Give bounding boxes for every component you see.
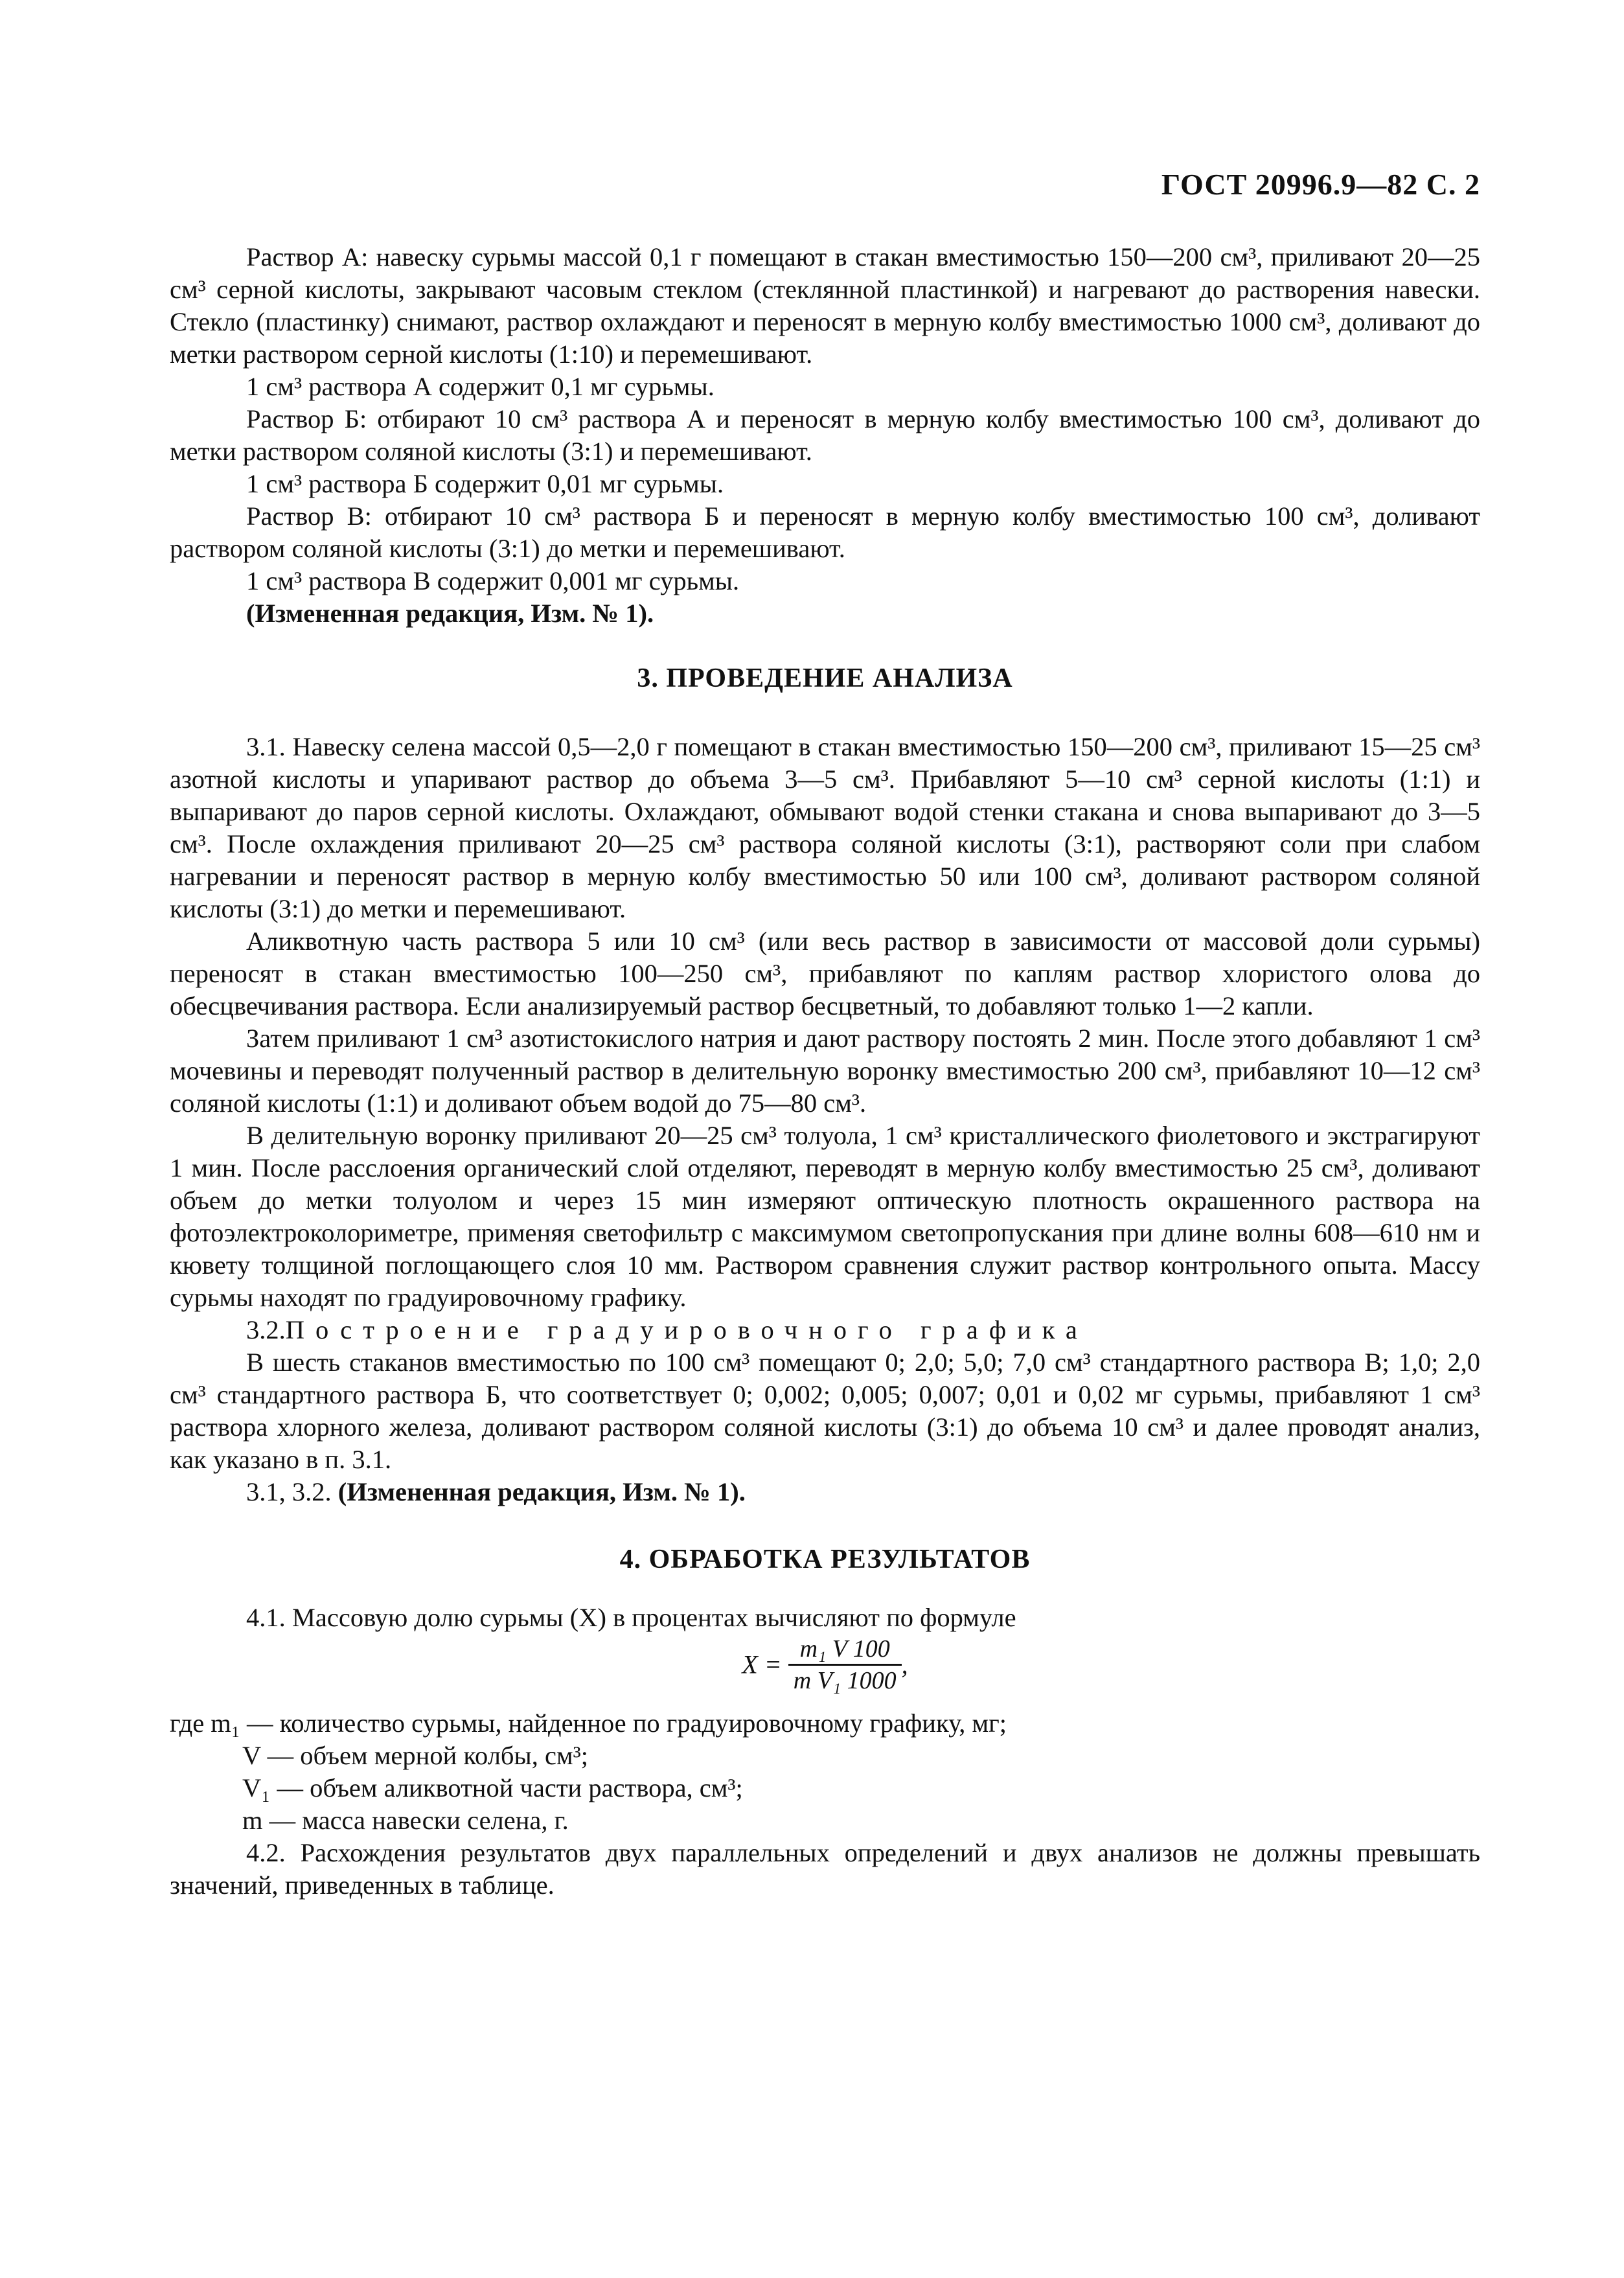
formula-trail: , [901, 1650, 908, 1679]
solution-a-content: 1 см³ раствора А содержит 0,1 мг сурьмы. [246, 372, 715, 401]
solution-b-content: 1 см³ раствора Б содержит 0,01 мг сурьмы. [246, 469, 724, 498]
formula-fraction [788, 1637, 902, 1693]
amendment-text: (Измененная редакция, Изм. № 1). [337, 1477, 746, 1506]
solution-v-content: 1 см³ раствора В содержит 0,001 мг сурьмы. [246, 566, 740, 595]
legend-v1: V₁ — объем аликвотной части раствора, см³; [242, 1773, 743, 1802]
document-body [170, 241, 1480, 1902]
section-3-1-paragraph: 3.1. Навеску селена массой 0,5—2,0 г помещают в стакан вместимостью 150—200 см³, приливают 15—25 см³ азотной кислоты и упаривают раствор до объема 3—5 см³. Прибавляют 5—10 см³ серной кислоты (1:1) и выпаривают до паров серной кислоты. Охлаждают, обмывают водой стенки стакана и снова выпаривают до 3—5 см³. После охлаждения приливают 20—25 см³ раствора соляной кислоты (3:1), растворяют соли при слабом нагревании и переносят раствор в мерную колбу вместимостью 50 или 100 см³, доливают раствором соляной кислоты (3:1) до метки и перемешивают. [170, 732, 1480, 923]
section-4-2-paragraph: 4.2. Расхождения результатов двух параллельных определений и двух анализов не должны превышать значений, приведенных в таблице. [170, 1838, 1480, 1900]
amendment-note-2 [170, 1476, 1480, 1508]
section-3-2-title: Построение градуировочного графика [285, 1315, 1088, 1344]
amendment-note-1: (Измененная редакция, Изм. № 1). [246, 599, 654, 628]
section-4-1-paragraph: 4.1. Массовую долю сурьмы (X) в процентах вычисляют по формуле [246, 1603, 1016, 1632]
section-3-2-heading [170, 1314, 1480, 1346]
section-4-title: 4. ОБРАБОТКА РЕЗУЛЬТАТОВ [619, 1545, 1031, 1574]
section-3-title: 3. ПРОВЕДЕНИЕ АНАЛИЗА [637, 663, 1013, 693]
solution-a-paragraph: Раствор А: навеску сурьмы массой 0,1 г помещают в стакан вместимостью 150—200 см³, приливают 20—25 см³ серной кислоты, закрывают часовым стеклом (стеклянной пластинкой) и нагревают до растворения навески. Стекло (пластинку) снимают, раствор охлаждают и переносят в мерную колбу вместимостью 1000 см³, доливают до метки раствором серной кислоты (1:10) и перемешивают. [170, 242, 1480, 369]
formula-lhs: X = [742, 1650, 782, 1679]
calibration-paragraph: В шесть стаканов вместимостью по 100 см³ помещают 0; 2,0; 5,0; 7,0 см³ стандартного раствора В; 1,0; 2,0 см³ стандартного раствора Б, что соответствует 0; 0,002; 0,005; 0,007; 0,01 и 0,02 мг сурьмы, прибавляют 1 см³ раствора хлорного железа, доливают раствором соляной кислоты (3:1) до объема 10 см³ и далее проводят анализ, как указано в п. 3.1. [170, 1348, 1480, 1474]
page-header: ГОСТ 20996.9—82 С. 2 [1161, 168, 1480, 201]
formula-denominator: m V₁ 1000 [793, 1667, 897, 1694]
formula-legend [170, 1707, 1480, 1837]
extraction-paragraph: В делительную воронку приливают 20—25 см³ толуола, 1 см³ кристаллического фиолетового и экстрагируют 1 мин. После расслоения органический слой отделяют, переводят в мерную колбу вместимостью 25 см³, доливают объем до метки толуолом и через 15 мин измеряют оптическую плотность окрашенного раствора на фотоэлектроколориметре, применяя светофильтр с максимумом светопропускания при длине волны 608—610 нм и кювету толщиной поглощающего слоя 10 мм. Раствором сравнения служит раствор контрольного опыта. Массу сурьмы находят по градуировочному графику. [170, 1121, 1480, 1312]
section-3-2-number: 3.2. [246, 1315, 286, 1344]
aliquot-paragraph: Аликвотную часть раствора 5 или 10 см³ (или весь раствор в зависимости от массовой доли сурьмы) переносят в стакан вместимостью 100—250 см³, прибавляют по каплям раствор хлористого олова до обесцвечивания раствора. Если анализируемый раствор бесцветный, то добавляют только 1—2 капли. [170, 926, 1480, 1020]
solution-b-paragraph: Раствор Б: отбирают 10 см³ раствора А и переносят в мерную колбу вместимостью 100 см³, доливают до метки раствором соляной кислоты (3:1) и перемешивают. [170, 404, 1480, 466]
legend-m1: где m₁ — количество сурьмы, найденное по градуировочному графику, мг; [170, 1708, 1007, 1738]
legend-m: m — масса навески селена, г. [242, 1806, 569, 1835]
amendment-prefix: 3.1, 3.2. [246, 1477, 332, 1506]
reagents-paragraph: Затем приливают 1 см³ азотистокислого натрия и дают раствору постоять 2 мин. После этого добавляют 1 см³ мочевины и переводят полученный раствор в делительную воронку вместимостью 200 см³, прибавляют 10—12 см³ соляной кислоты (1:1) и доливают объем водой до 75—80 см³. [170, 1024, 1480, 1118]
solution-v-paragraph: Раствор В: отбирают 10 см³ раствора Б и переносят в мерную колбу вместимостью 100 см³, доливают раствором соляной кислоты (3:1) до метки и перемешивают. [170, 501, 1480, 563]
legend-v: V — объем мерной колбы, см³; [242, 1741, 588, 1770]
formula-numerator: m₁ V 100 [788, 1637, 902, 1666]
formula [170, 1637, 1480, 1693]
